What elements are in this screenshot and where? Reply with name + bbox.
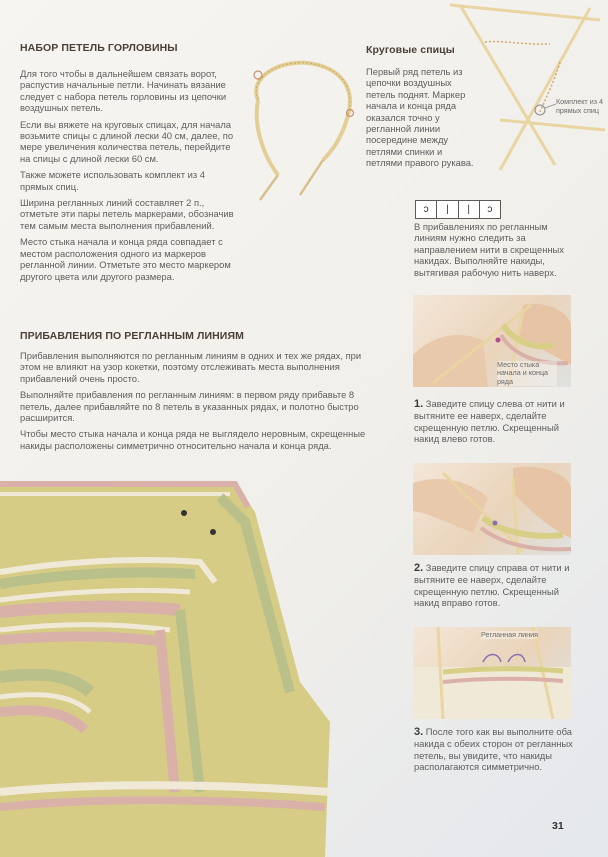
step-3-photo — [413, 627, 571, 719]
step-1 — [414, 398, 574, 445]
step-1-text: Заведите спицу слева от нити и вытяните ее наверх, сделайте скрещенную петлю. Скрещенный накид влево готов. — [414, 398, 565, 445]
raglan-paragraph-1: Прибавления выполняются по регланным линиям в одних и тех же рядах, при этом не влияют на узор кокетки, поэтому отслеживать места выполнения прибавлений очень просто. — [20, 350, 362, 384]
chart-symbol-twisted-left: ↄ — [416, 201, 437, 218]
raglan-closeup-image — [413, 627, 571, 719]
neckline-paragraph-1: Для того чтобы в дальнейшем связать ворот, распустив начальные петли. Начинать вязание следует с набора петель горловины из цепочки воздушных петель. — [20, 68, 227, 114]
step-2-text: Заведите спицу справа от нити и вытяните ее наверх, сделайте скрещенную петлю. Скрещенный накид вправо готов. — [414, 562, 570, 609]
circular-text: Первый ряд петель из цепочки воздушных петель поднят. Маркер начала и конца ряда оказался точно у регланной линии посередине между петлями спинки и петлями правого рукава. — [366, 66, 474, 169]
neckline-paragraph-2: Если вы вяжете на круговых спицах, для начала возьмите спицы с длиной лески 40 см, далее, по мере увеличения количества петель, перейдите на спицы с длиной лески 60 см. — [20, 118, 234, 164]
raglan-paragraph-2: Выполняйте прибавления по регланным линиям: в первом ряду прибавьте 8 петель, далее прибавляйте по 8 петель в указанных рядах, и полотно быстро расширится. — [20, 389, 359, 424]
step-1-number: 1. — [414, 398, 424, 410]
twisted-note — [414, 221, 574, 283]
step-3-number: 3. — [414, 726, 424, 738]
stitch-chart — [415, 200, 501, 219]
raglan-heading: ПРИБАВЛЕНИЯ ПО РЕГЛАННЫМ ЛИНИЯМ — [20, 330, 244, 342]
raglan-paragraph-3: Чтобы место стыка начала и конца ряда не выглядело неровным, скрещенные накиды расположены симметрично относительно начала и конца ряда. — [20, 428, 366, 451]
step-2-number: 2. — [414, 562, 424, 574]
neckline-paragraph-5: Место стыка начала и конца ряда совпадает с местом расположения одного из маркеров регланной линии. Отметьте это место маркером другого цвета или другого размера. — [20, 236, 231, 282]
neckline-heading: НАБОР ПЕТЕЛЬ ГОРЛОВИНЫ — [20, 42, 178, 54]
chart-symbol-knit: | — [459, 201, 480, 218]
marker-label: Место стыка начала и конца ряда — [497, 361, 557, 386]
twisted-note-text: В прибавлениях по регланным линиям нужно следить за направлением нити в скрещенных накидах. Выполняйте накиды, вытягивая рабочую нить наверх. — [414, 221, 564, 278]
kit-label: Комплект из 4 прямых спиц — [556, 97, 604, 115]
raglan-section — [20, 330, 380, 456]
circular-heading: Круговые спицы — [366, 44, 455, 56]
step-2 — [414, 562, 574, 609]
page-number: 31 — [552, 820, 564, 832]
step-1-photo — [413, 295, 571, 387]
step-3-text: После того как вы выполните оба накида с обеих сторон от регланных петель, вы увидите, что накиды располагаются симметрично. — [414, 726, 573, 773]
neckline-section — [20, 42, 235, 287]
chart-symbol-twisted-right: ɔ — [487, 204, 493, 215]
raglan-line-label: Регланная линия — [481, 630, 539, 639]
neckline-paragraph-4: Ширина регланных линий составляет 2 п., отметьте эти пары петель маркерами, обозначив тем самым места выполнения прибавлений. — [20, 197, 234, 231]
hands-knitting-image — [413, 463, 571, 555]
neckline-paragraph-3: Также можете использовать комплект из 4 прямых спиц. — [20, 169, 205, 192]
knitted-yoke-photo — [0, 462, 340, 857]
circular-needle-illustration — [238, 55, 363, 205]
step-2-photo — [413, 463, 571, 555]
straight-needles-illustration — [440, 0, 608, 175]
chart-symbol-knit: | — [437, 201, 458, 218]
step-3 — [414, 726, 574, 773]
